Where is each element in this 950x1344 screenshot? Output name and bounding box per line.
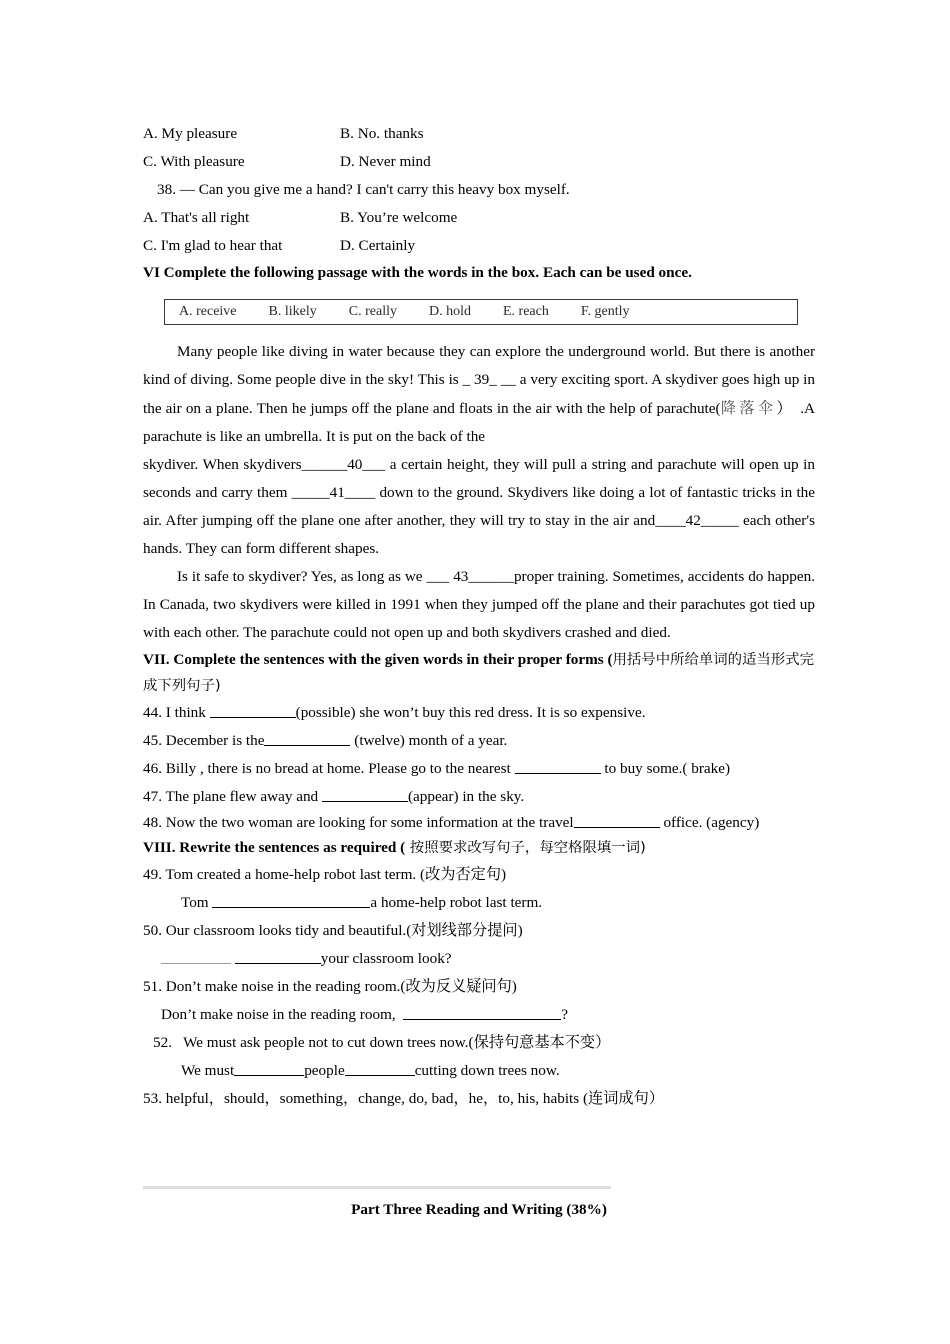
question-38-stem: 38. — Can you give me a hand? I can't carry this heavy box myself. [157,181,570,198]
option-row [143,232,815,260]
question-51-answer-line [143,1001,815,1029]
question-48 [143,811,815,835]
option-a[interactable]: A. That's all right [143,209,250,226]
question-45-post: (twelve) month of a year. [350,732,508,749]
word-bank-item[interactable]: F. gently [580,304,630,319]
question-50-stem: 50. Our classroom looks tidy and beautiful.(对划线部分提问) [143,922,523,939]
question-47-blank[interactable] [322,786,408,802]
option-d[interactable]: D. Never mind [340,153,431,170]
option-b[interactable]: B. No. thanks [340,125,424,142]
word-bank-item[interactable]: B. likely [268,304,317,319]
question-50-blank-1[interactable] [161,948,231,964]
question-49-answer-line [143,889,815,917]
section-viii-heading [143,835,815,861]
question-50-answer-line [143,945,815,973]
question-45-pre: 45. December is the [143,732,265,749]
question-51-blank[interactable] [403,1004,561,1020]
question-44-post: (possible) she won’t buy this red dress. It is so expensive. [295,704,646,721]
option-c[interactable]: C. With pleasure [143,153,245,170]
question-52-answer-pre: We must [181,1062,235,1079]
footer-title: Part Three Reading and Writing (38%) [351,1201,607,1218]
question-46 [143,755,815,783]
question-52-stem: 52. We must ask people not to cut down trees now.(保持句意基本不变） [153,1034,611,1051]
passage-p1-chinese-gloss: 降落伞 [720,399,777,417]
question-44 [143,699,815,727]
section-vi-heading: VI Complete the following passage with the words in the box. Each can be used once. [143,264,692,281]
word-bank-box [164,299,798,325]
question-53-stem: 53. helpful，should，something，change, do, bad，he，to, his, habits (连词成句） [143,1090,664,1107]
question-44-pre: 44. I think [143,704,210,721]
question-51-answer-pre: Don’t make noise in the reading room, [161,1006,404,1023]
word-bank-item[interactable]: D. hold [428,304,471,319]
question-45 [143,727,815,755]
question-52-blank-1[interactable] [234,1060,304,1076]
section-vii-heading [143,647,815,699]
section-viii-heading-en: VIII. Rewrite the sentences as required ( [143,839,406,856]
word-bank-item[interactable]: A. receive [179,304,237,319]
option-d[interactable]: D. Certainly [340,237,416,254]
question-44-blank[interactable] [210,702,296,718]
question-52-answer-post: cutting down trees now. [414,1062,560,1079]
section-vii-heading-close: ) [214,678,221,694]
option-row [143,120,815,148]
section-viii-heading-close: ) [640,840,646,856]
question-48-post: office. (agency) [659,814,760,831]
question-50-answer-post: your classroom look? [320,950,452,967]
question-48-pre: 48. Now the two woman are looking for some information at the travel [143,814,574,831]
question-46-post: to buy some.( brake) [600,760,731,777]
question-49-stem: 49. Tom created a home-help robot last term. (改为否定句) [143,866,507,883]
word-bank-item[interactable]: E. reach [502,304,549,319]
passage-p1-text-a: Many people like diving in water because they can explore the underground world. But there is another kind of diving. Some people dive in the sky! This is _ 39_ __ a very exciting sport. A skydiver goes high up in the air on a plane. Then he jumps off the plane and floats in the air with the help of parachute( [143,343,819,417]
option-row [143,148,815,176]
passage-p1-text-b: ） .A parachute is like an umbrella. It is put on the back of the [143,400,819,445]
question-49-answer-pre: Tom [181,894,213,911]
option-c[interactable]: C. I'm glad to hear that [143,237,283,254]
word-bank-wrapper [143,299,815,325]
question-47-post: (appear) in the sky. [407,788,525,805]
option-row [143,204,815,232]
question-52-answer-line [143,1057,815,1085]
section-viii-heading-cn: 按照要求改写句子，每空格限填一词 [405,840,641,856]
passage-paragraph-3: Is it safe to skydiver? Yes, as long as we ___ 43______proper training. Sometimes, accidents do happen. In Canada, two skydivers were killed in 1991 when they jumped off the plane and their parachutes got tied up with each other. The parachute could not open up and both skydivers crashed and died. [143,568,819,641]
question-46-blank[interactable] [515,758,601,774]
passage-paragraph-2: skydiver. When skydivers______40___ a certain height, they will pull a string and parachute will open up in seconds and carry them _____41____ down to the ground. Skydivers like doing a lot of fantastic tricks in the air. After jumping off the plane one after another, they will try to stay in the air and____42_____ each other's hands. They can form different shapes. [143,456,819,557]
passage-paragraph-1 [143,338,819,451]
section-vii-heading-en: VII. Complete the sentences with the given words in their proper forms ( [143,651,613,668]
question-49-blank[interactable] [212,892,370,908]
document-body [143,0,819,1113]
question-52-blank-2[interactable] [345,1060,415,1076]
option-b[interactable]: B. You’re welcome [340,209,458,226]
question-46-pre: 46. Billy , there is no bread at home. Please go to the nearest [143,760,515,777]
question-52-answer-mid: people [304,1062,345,1079]
question-49-answer-post: a home-help robot last term. [370,894,543,911]
question-47-pre: 47. The plane flew away and [143,788,322,805]
option-a[interactable]: A. My pleasure [143,125,238,142]
footer-divider [143,1186,611,1189]
question-51-answer-post: ? [561,1006,568,1023]
word-bank-item[interactable]: C. really [348,304,397,319]
question-50-blank-2[interactable] [235,948,321,964]
question-45-blank[interactable] [264,730,350,746]
question-47 [143,783,815,811]
question-48-blank[interactable] [574,812,660,828]
question-51-stem: 51. Don’t make noise in the reading room.(改为反义疑问句) [143,978,517,995]
section-vii-heading-cn: 用括号中所给单词的适当形式完成下列句子 [143,652,814,694]
